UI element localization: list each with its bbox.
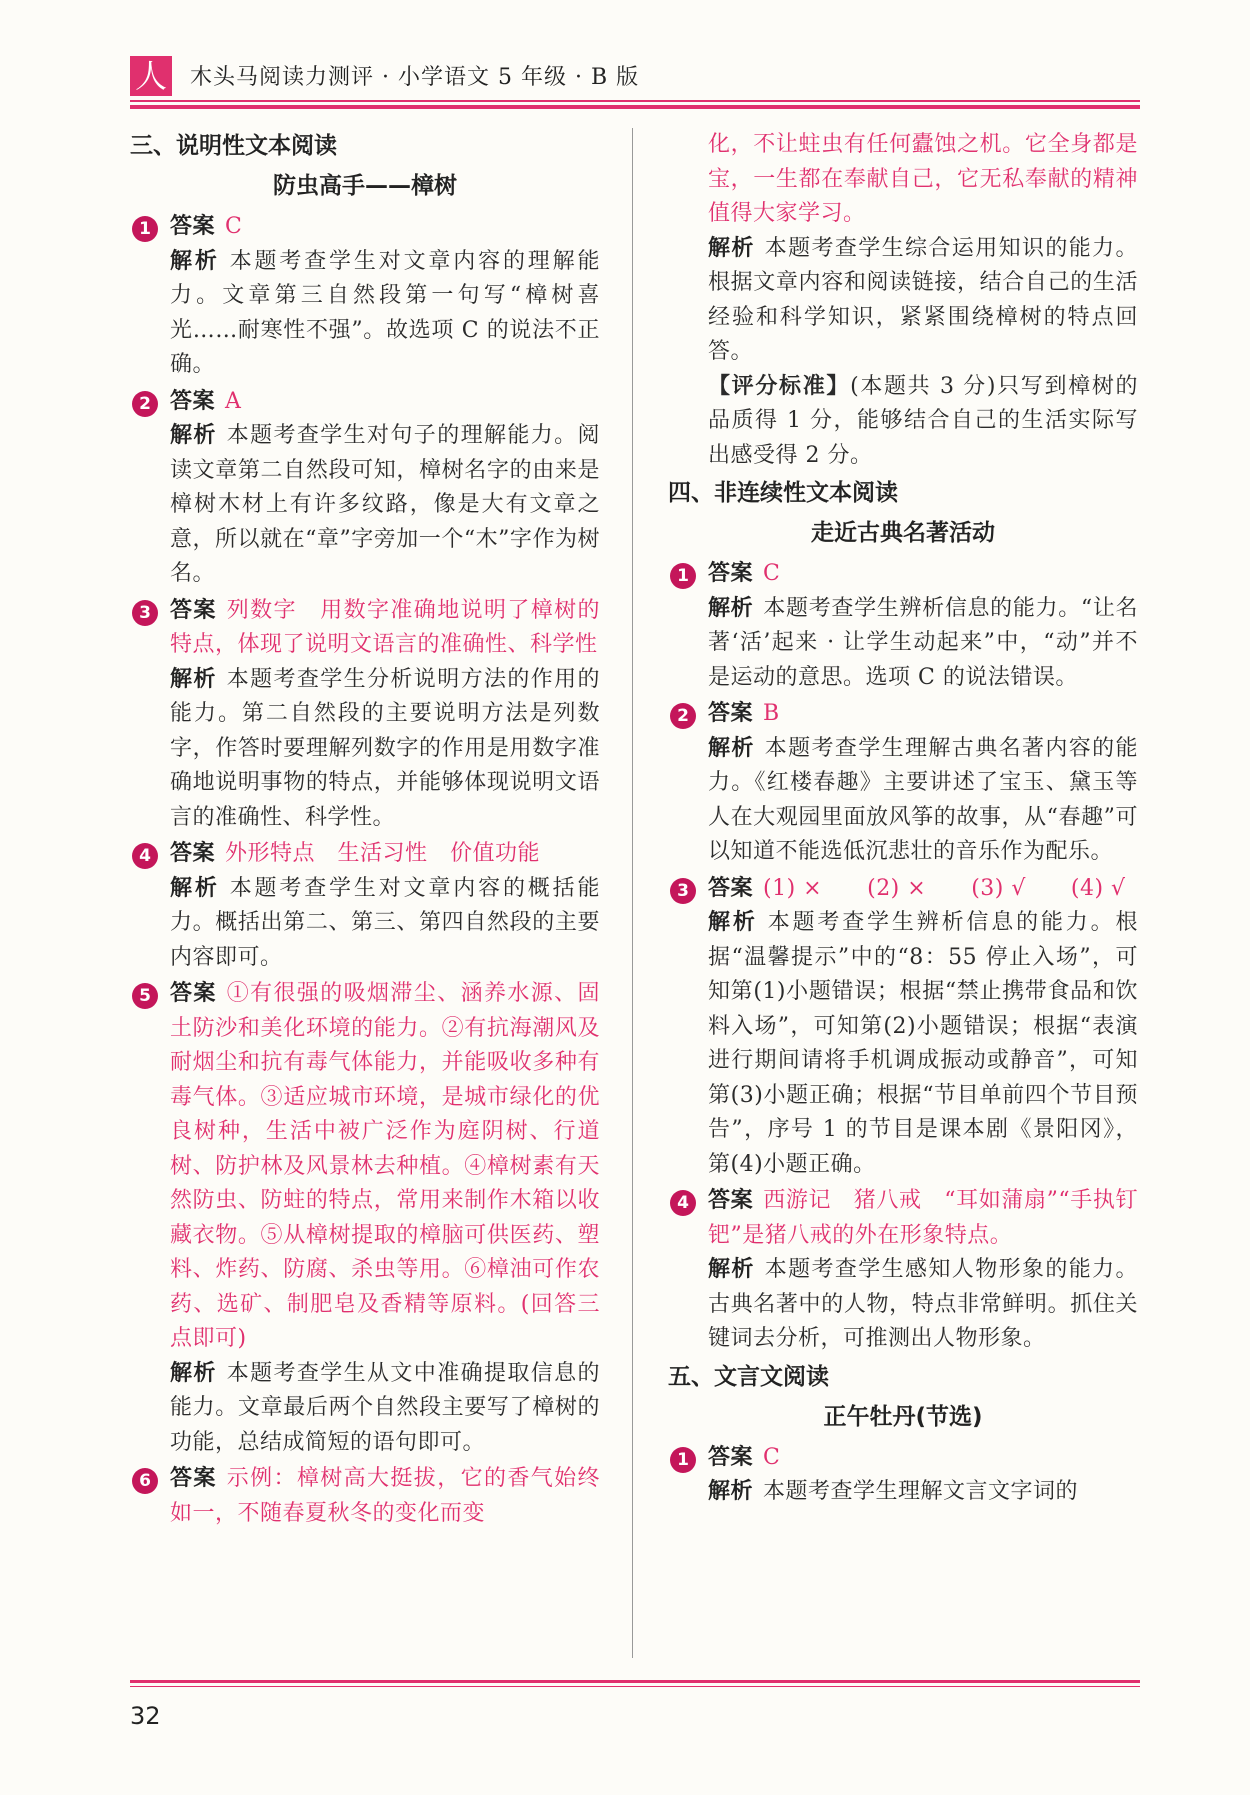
answer-text: C xyxy=(763,561,781,586)
question-number-badge: 3 xyxy=(132,600,158,626)
analysis-label: 解析 xyxy=(708,910,758,935)
column-divider xyxy=(632,128,633,1658)
answer-text: C xyxy=(225,214,243,239)
analysis-line xyxy=(708,906,1138,1182)
footer-rule-thin xyxy=(130,1686,1140,1687)
analysis-line xyxy=(170,872,600,976)
answer-text: B xyxy=(763,701,780,726)
analysis-label: 解析 xyxy=(170,423,217,448)
answer-text: 列数字 用数字准确地说明了樟树的特点，体现了说明文语言的准确性、科学性 xyxy=(170,597,600,657)
answer-text: A xyxy=(225,388,242,414)
question-number-badge: 5 xyxy=(132,983,158,1009)
question-number-badge: 4 xyxy=(132,843,158,869)
answer-line xyxy=(708,1184,1138,1253)
scoring-criteria-label: 【评分标准】 xyxy=(708,373,851,399)
analysis-line xyxy=(708,732,1138,870)
answer-label: 答案 xyxy=(170,981,217,1006)
answer-line xyxy=(170,385,600,420)
analysis-label: 解析 xyxy=(708,1257,755,1282)
question-item xyxy=(130,977,600,1460)
analysis-text: 本题考查学生理解古典名著内容的能力。《红楼春趣》主要讲述了宝玉、黛玉等人在大观园里面放风筝的故事，从“春趣”可以知道不能选低沉悲壮的音乐作为配乐。 xyxy=(708,735,1138,864)
header-rule xyxy=(130,100,1140,102)
answer-label: 答案 xyxy=(170,388,216,414)
question-item xyxy=(130,1462,600,1531)
article-title: 走近古典名著活动 xyxy=(811,520,995,546)
footer-rule xyxy=(130,1680,1140,1683)
question-item xyxy=(668,1441,1138,1510)
answer-line xyxy=(708,872,1138,907)
answer-line xyxy=(170,977,600,1357)
answer-text: 外形特点 生活习性 价值功能 xyxy=(225,841,541,866)
answer-label: 答案 xyxy=(708,1444,754,1470)
section-title: 四、非连续性文本阅读 xyxy=(668,480,898,506)
scoring-criteria-text: (本题共 3 分)只写到樟树的品质得 1 分，能够结合自己的生活实际写出感受得 2 分。 xyxy=(708,373,1138,468)
answer-label: 答案 xyxy=(708,701,754,726)
analysis-label: 解析 xyxy=(708,735,755,761)
question-item xyxy=(130,210,600,383)
analysis-label: 解析 xyxy=(170,1360,217,1386)
analysis-text: 本题考查学生对文章内容的概括能力。概括出第二、第三、第四自然段的主要内容即可。 xyxy=(170,875,600,970)
answer-label: 答案 xyxy=(170,841,216,866)
answer-text: ①有很强的吸烟滞尘、涵养水源、固土防沙和美化环境的能力。②有抗海潮风及耐烟尘和抗有毒气体能力，并能吸收多种有毒气体。③适应城市环境，是城市绿化的优良树种，生活中被广泛作为庭阴树、行道树、防护林及风景林去种植。④樟树素有天然防虫、防蛀的特点，常用来制作木箱以收藏衣物。⑤从樟树提取的樟脑可供医药、塑料、炸药、防腐、杀虫等用。⑥樟油可作农药、选矿、制肥皂及香精等原料。(回答三点即可) xyxy=(170,981,600,1351)
answer-label: 答案 xyxy=(170,597,217,623)
analysis-label: 解析 xyxy=(708,235,755,261)
question-number-badge: 3 xyxy=(670,878,696,904)
question-continuation xyxy=(668,128,1138,473)
analysis-text: 本题考查学生辨析信息的能力。“让名著‘活’起来 · 让学生动起来”中，“动”并不是运动的意思。选项 C 的说法错误。 xyxy=(708,595,1138,690)
analysis-line xyxy=(708,1475,1138,1510)
answer-line xyxy=(170,210,600,245)
article-title: 正午牡丹(节选) xyxy=(823,1403,983,1430)
header-rule-thick xyxy=(130,105,1140,109)
logo-icon: 人 xyxy=(130,56,172,96)
question-item xyxy=(130,385,600,592)
question-number-badge: 1 xyxy=(132,216,158,242)
question-item xyxy=(668,872,1138,1183)
answer-line xyxy=(708,557,1138,592)
left-column xyxy=(130,128,600,1533)
answer-label: 答案 xyxy=(708,561,754,586)
analysis-line xyxy=(708,232,1138,370)
answer-line xyxy=(708,1441,1138,1476)
analysis-label: 解析 xyxy=(170,248,220,274)
question-number-badge: 1 xyxy=(670,563,696,589)
analysis-text: 本题考查学生综合运用知识的能力。根据文章内容和阅读链接，结合自己的生活经验和科学知识，紧紧围绕樟树的特点回答。 xyxy=(708,235,1138,364)
question-number-badge: 2 xyxy=(670,703,696,729)
answer-continuation-text: 化，不让蛀虫有任何蠹蚀之机。它全身都是宝，一生都在奉献自己，它无私奉献的精神值得大家学习。 xyxy=(708,132,1138,226)
article-title: 防虫高手——樟树 xyxy=(273,173,457,199)
answer-label: 答案 xyxy=(170,1466,217,1491)
page-number: 32 xyxy=(130,1702,161,1730)
analysis-text: 本题考查学生辨析信息的能力。根据“温馨提示”中的“8：55 停止入场”，可知第(1)小题错误；根据“禁止携带食品和饮料入场”，可知第(2)小题错误；根据“表演进行期间请将手机调成振动或静音”，可知第(3)小题正确；根据“节目单前四个节目预告”，序号 1 的节目是课本剧《景阳冈》，第(4)小题正确。 xyxy=(708,910,1138,1177)
section-title: 五、文言文阅读 xyxy=(668,1363,829,1390)
analysis-line xyxy=(708,1253,1138,1357)
answer-label: 答案 xyxy=(170,214,216,239)
analysis-text: 本题考查学生分析说明方法的作用的能力。第二自然段的主要说明方法是列数字，作答时要理解列数字的作用是用数字准确地说明事物的特点，并能够体现说明文语言的准确性、科学性。 xyxy=(170,666,600,830)
analysis-label: 解析 xyxy=(170,666,217,692)
analysis-text: 本题考查学生对句子的理解能力。阅读文章第二自然段可知，樟树名字的由来是樟树木材上有许多纹路，像是大有文章之意，所以就在“章”字旁加一个“木”字作为树名。 xyxy=(170,423,600,586)
analysis-label: 解析 xyxy=(170,875,220,901)
answer-line xyxy=(170,594,600,663)
answer-text: 示例：樟树高大挺拔，它的香气始终如一，不随春夏秋冬的变化而变 xyxy=(170,1466,600,1526)
right-column xyxy=(668,128,1138,1512)
question-number-badge: 2 xyxy=(132,391,158,417)
question-number-badge: 4 xyxy=(670,1190,696,1216)
answer-text: C xyxy=(763,1444,781,1470)
analysis-text: 本题考查学生从文中准确提取信息的能力。文章最后两个自然段主要写了樟树的功能，总结成简短的语句即可。 xyxy=(170,1360,600,1455)
question-number-badge: 6 xyxy=(132,1468,158,1494)
analysis-label: 解析 xyxy=(708,1479,754,1504)
question-item xyxy=(130,837,600,975)
question-item xyxy=(130,594,600,836)
answer-line xyxy=(170,1462,600,1531)
question-item xyxy=(668,1184,1138,1357)
answer-line xyxy=(708,697,1138,732)
answer-line xyxy=(170,837,600,872)
question-item xyxy=(668,557,1138,695)
analysis-text: 本题考查学生理解文言文字词的 xyxy=(763,1479,1079,1504)
answer-text: (1) × (2) × (3) √ (4) √ xyxy=(763,875,1126,901)
answer-label: 答案 xyxy=(708,875,754,901)
analysis-line xyxy=(170,245,600,383)
analysis-line xyxy=(170,419,600,592)
question-number-badge: 1 xyxy=(670,1447,696,1473)
question-item xyxy=(668,697,1138,870)
analysis-text: 本题考查学生感知人物形象的能力。古典名著中的人物，特点非常鲜明。抓住关键词去分析，可推测出人物形象。 xyxy=(708,1257,1138,1351)
analysis-label: 解析 xyxy=(708,595,754,621)
section-title: 三、说明性文本阅读 xyxy=(130,133,337,159)
analysis-line xyxy=(170,1357,600,1461)
analysis-line xyxy=(708,592,1138,696)
analysis-text: 本题考查学生对文章内容的理解能力。文章第三自然段第一句写“樟树喜光……耐寒性不强”。故选项 C 的说法不正确。 xyxy=(170,248,600,377)
analysis-line xyxy=(170,663,600,836)
answer-label: 答案 xyxy=(708,1188,754,1213)
answer-text: 西游记 猪八戒 “耳如蒲扇”“手执钉钯”是猪八戒的外在形象特点。 xyxy=(708,1188,1138,1248)
header-title: 木头马阅读力测评 · 小学语文 5 年级 · B 版 xyxy=(190,65,640,90)
page-header xyxy=(130,52,1140,106)
scoring-criteria xyxy=(708,370,1138,474)
